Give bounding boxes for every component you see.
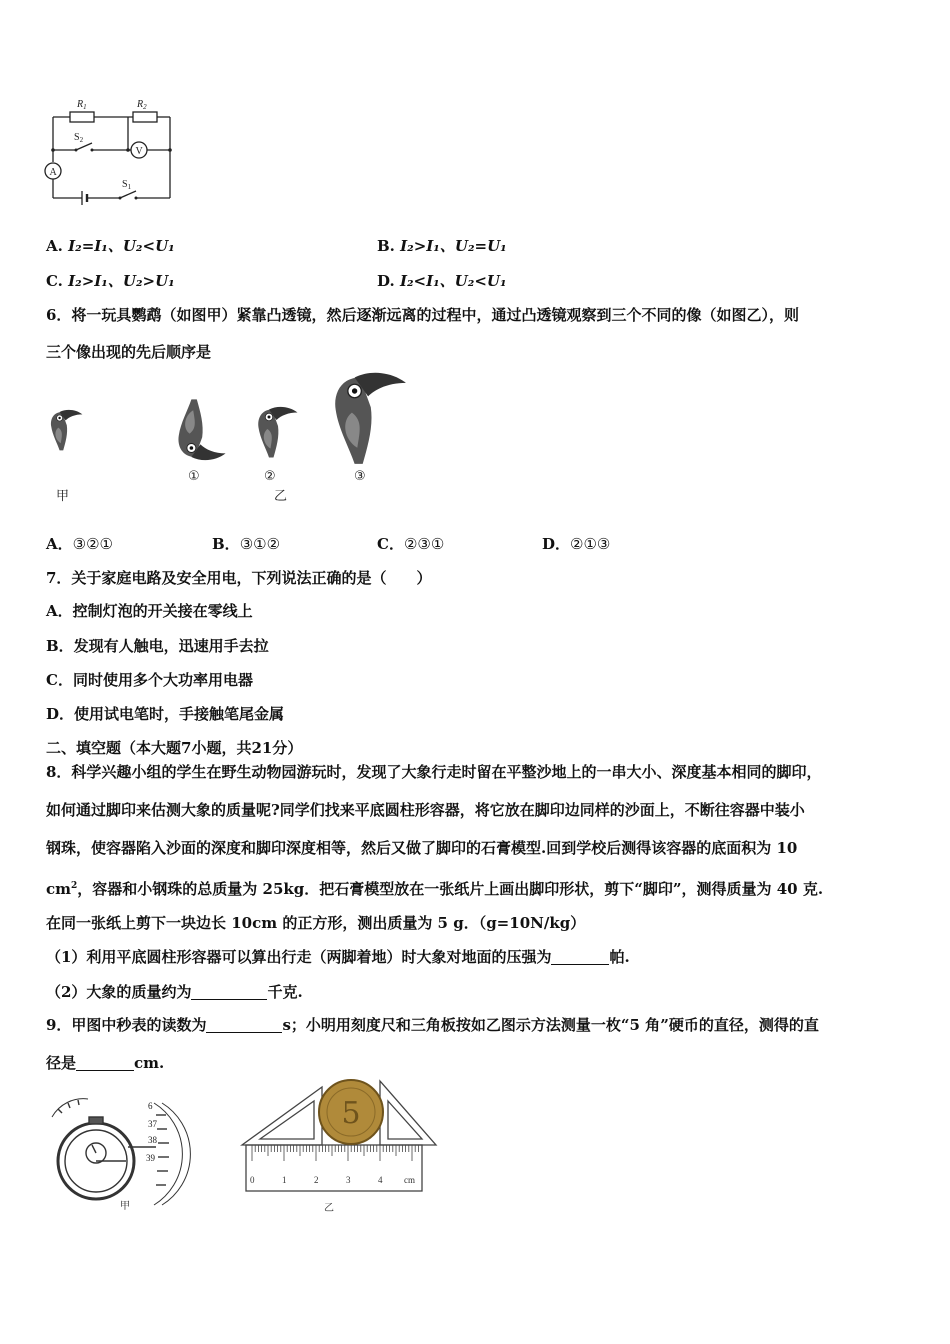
voltmeter-label: V <box>135 146 143 157</box>
dial-label-38: 38 <box>148 1135 157 1145</box>
q6-stem-line2: 三个像出现的先后顺序是 <box>46 343 212 361</box>
svg-text:S2: $S_2$ <box>74 132 84 144</box>
q9-blank-2[interactable] <box>76 1056 134 1071</box>
q8-sub2-blank[interactable] <box>191 985 267 1000</box>
q9-line1: 9．甲图中秒表的读数为 s；小明用刻度尺和三角板按如乙图示方法测量一枚“5 角”硬币的直径，测得的直 <box>46 1016 819 1034</box>
r1-label: R <box>77 99 84 110</box>
q9-line2: 径是 cm. <box>46 1054 165 1072</box>
ammeter-label: A <box>49 167 57 178</box>
q7-option-d[interactable]: D．使用试电笔时，手接触笔尾金属 <box>46 705 285 723</box>
ruler-coin-figure <box>238 1075 438 1215</box>
s2-label: S <box>74 132 80 143</box>
q8-sub2: （2）大象的质量约为 千克. <box>46 983 303 1001</box>
section-heading: 二、填空题（本大题7小题，共21分） <box>46 739 303 757</box>
fig-label-1: ① <box>188 469 200 484</box>
q8-line5: 在同一张纸上剪下一块边长 10cm 的正方形，测出质量为 5 g．（g=10N/kg） <box>46 914 586 932</box>
q7-stem: 7．关于家庭电路及安全用电，下列说法正确的是（ ） <box>46 569 432 587</box>
q5-option-a[interactable]: A. I₂=I₁、U₂<U₁ <box>46 237 175 255</box>
ruler-unit: cm <box>404 1175 415 1185</box>
parrot-image-2 <box>258 407 297 458</box>
ruler-label-3: 3 <box>346 1175 351 1185</box>
svg-text:R1: $R_1$ <box>77 99 87 111</box>
fig-label-2: ② <box>264 469 276 484</box>
circuit-diagram <box>40 92 190 212</box>
q6-option-c[interactable]: C．②③① <box>377 535 445 553</box>
q7-option-b[interactable]: B．发现有人触电，迅速用手去拉 <box>46 637 269 655</box>
q7-option-c[interactable]: C．同时使用多个大功率用电器 <box>46 671 253 689</box>
fig-label-3: ③ <box>354 469 366 484</box>
q8-line3: 钢珠，使容器陷入沙面的深度和脚印深度相等，然后又做了脚印的石膏模型.回到学校后测得该容器的底面积为 10 <box>46 839 798 857</box>
svg-text:5: 5 <box>341 1096 361 1131</box>
stopwatch-figure <box>48 1095 193 1215</box>
svg-text:S1: $S_1$ <box>122 179 132 191</box>
parrot-image-1 <box>178 399 225 460</box>
q9-blank-1[interactable] <box>206 1018 282 1033</box>
s1-label: S <box>122 179 128 190</box>
dial-label-37: 37 <box>148 1119 157 1129</box>
q8-line4: $cm^2$，容器和小钢珠的总质量为 25kg．把石膏模型放在一张纸片上画出脚印形状，剪下“脚印”，测得质量为 40 克. <box>46 880 824 898</box>
q7-option-a[interactable]: A．控制灯泡的开关接在零线上 <box>46 602 253 620</box>
fig-label-yi-2: 乙 <box>324 1203 334 1214</box>
q5-option-d[interactable]: D. I₂<I₁、U₂<U₁ <box>377 272 507 290</box>
q8-line2: 如何通过脚印来估测大象的质量呢?同学们找来平底圆柱形容器，将它放在脚印边同样的沙面上，不断往容器中装小 <box>46 801 805 819</box>
q8-line1: 8．科学兴趣小组的学生在野生动物园游玩时，发现了大象行走时留在平整沙地上的一串大小、深度基本相同的脚印， <box>46 763 822 781</box>
ruler-label-1: 1 <box>282 1175 287 1185</box>
r2-label: R <box>137 99 144 110</box>
coin <box>319 1080 383 1144</box>
parrot-figure <box>40 368 420 508</box>
ruler-label-4: 4 <box>378 1175 383 1185</box>
q8-sub1: （1）利用平底圆柱形容器可以算出行走（两脚着地）时大象对地面的压强为 帕. <box>46 948 630 966</box>
fig-label-jia-2: 甲 <box>120 1201 130 1212</box>
q6-option-a[interactable]: A．③②① <box>46 535 113 553</box>
q6-option-d[interactable]: D．②①③ <box>542 535 611 553</box>
fig-label-jia: 甲 <box>56 489 70 504</box>
q5-option-c[interactable]: C. I₂>I₁、U₂>U₁ <box>46 272 175 290</box>
svg-text:R2: $R_2$ <box>137 99 147 111</box>
q6-stem-line1: 6．将一玩具鹦鹉（如图甲）紧靠凸透镜，然后逐渐远离的过程中，通过凸透镜观察到三个不同的像（如图乙），则 <box>46 306 799 324</box>
fig-label-yi: 乙 <box>274 489 288 504</box>
q8-sub1-blank[interactable] <box>551 950 609 965</box>
parrot-image-3 <box>335 373 406 464</box>
dial-label-39: 39 <box>146 1153 155 1163</box>
q5-option-b[interactable]: B. I₂>I₁、U₂=U₁ <box>377 237 507 255</box>
ruler-label-2: 2 <box>314 1175 319 1185</box>
q6-option-b[interactable]: B．③①② <box>212 535 281 553</box>
ruler-label-0: 0 <box>250 1175 255 1185</box>
dial-label-6: 6 <box>148 1101 153 1111</box>
parrot-original <box>51 410 82 450</box>
